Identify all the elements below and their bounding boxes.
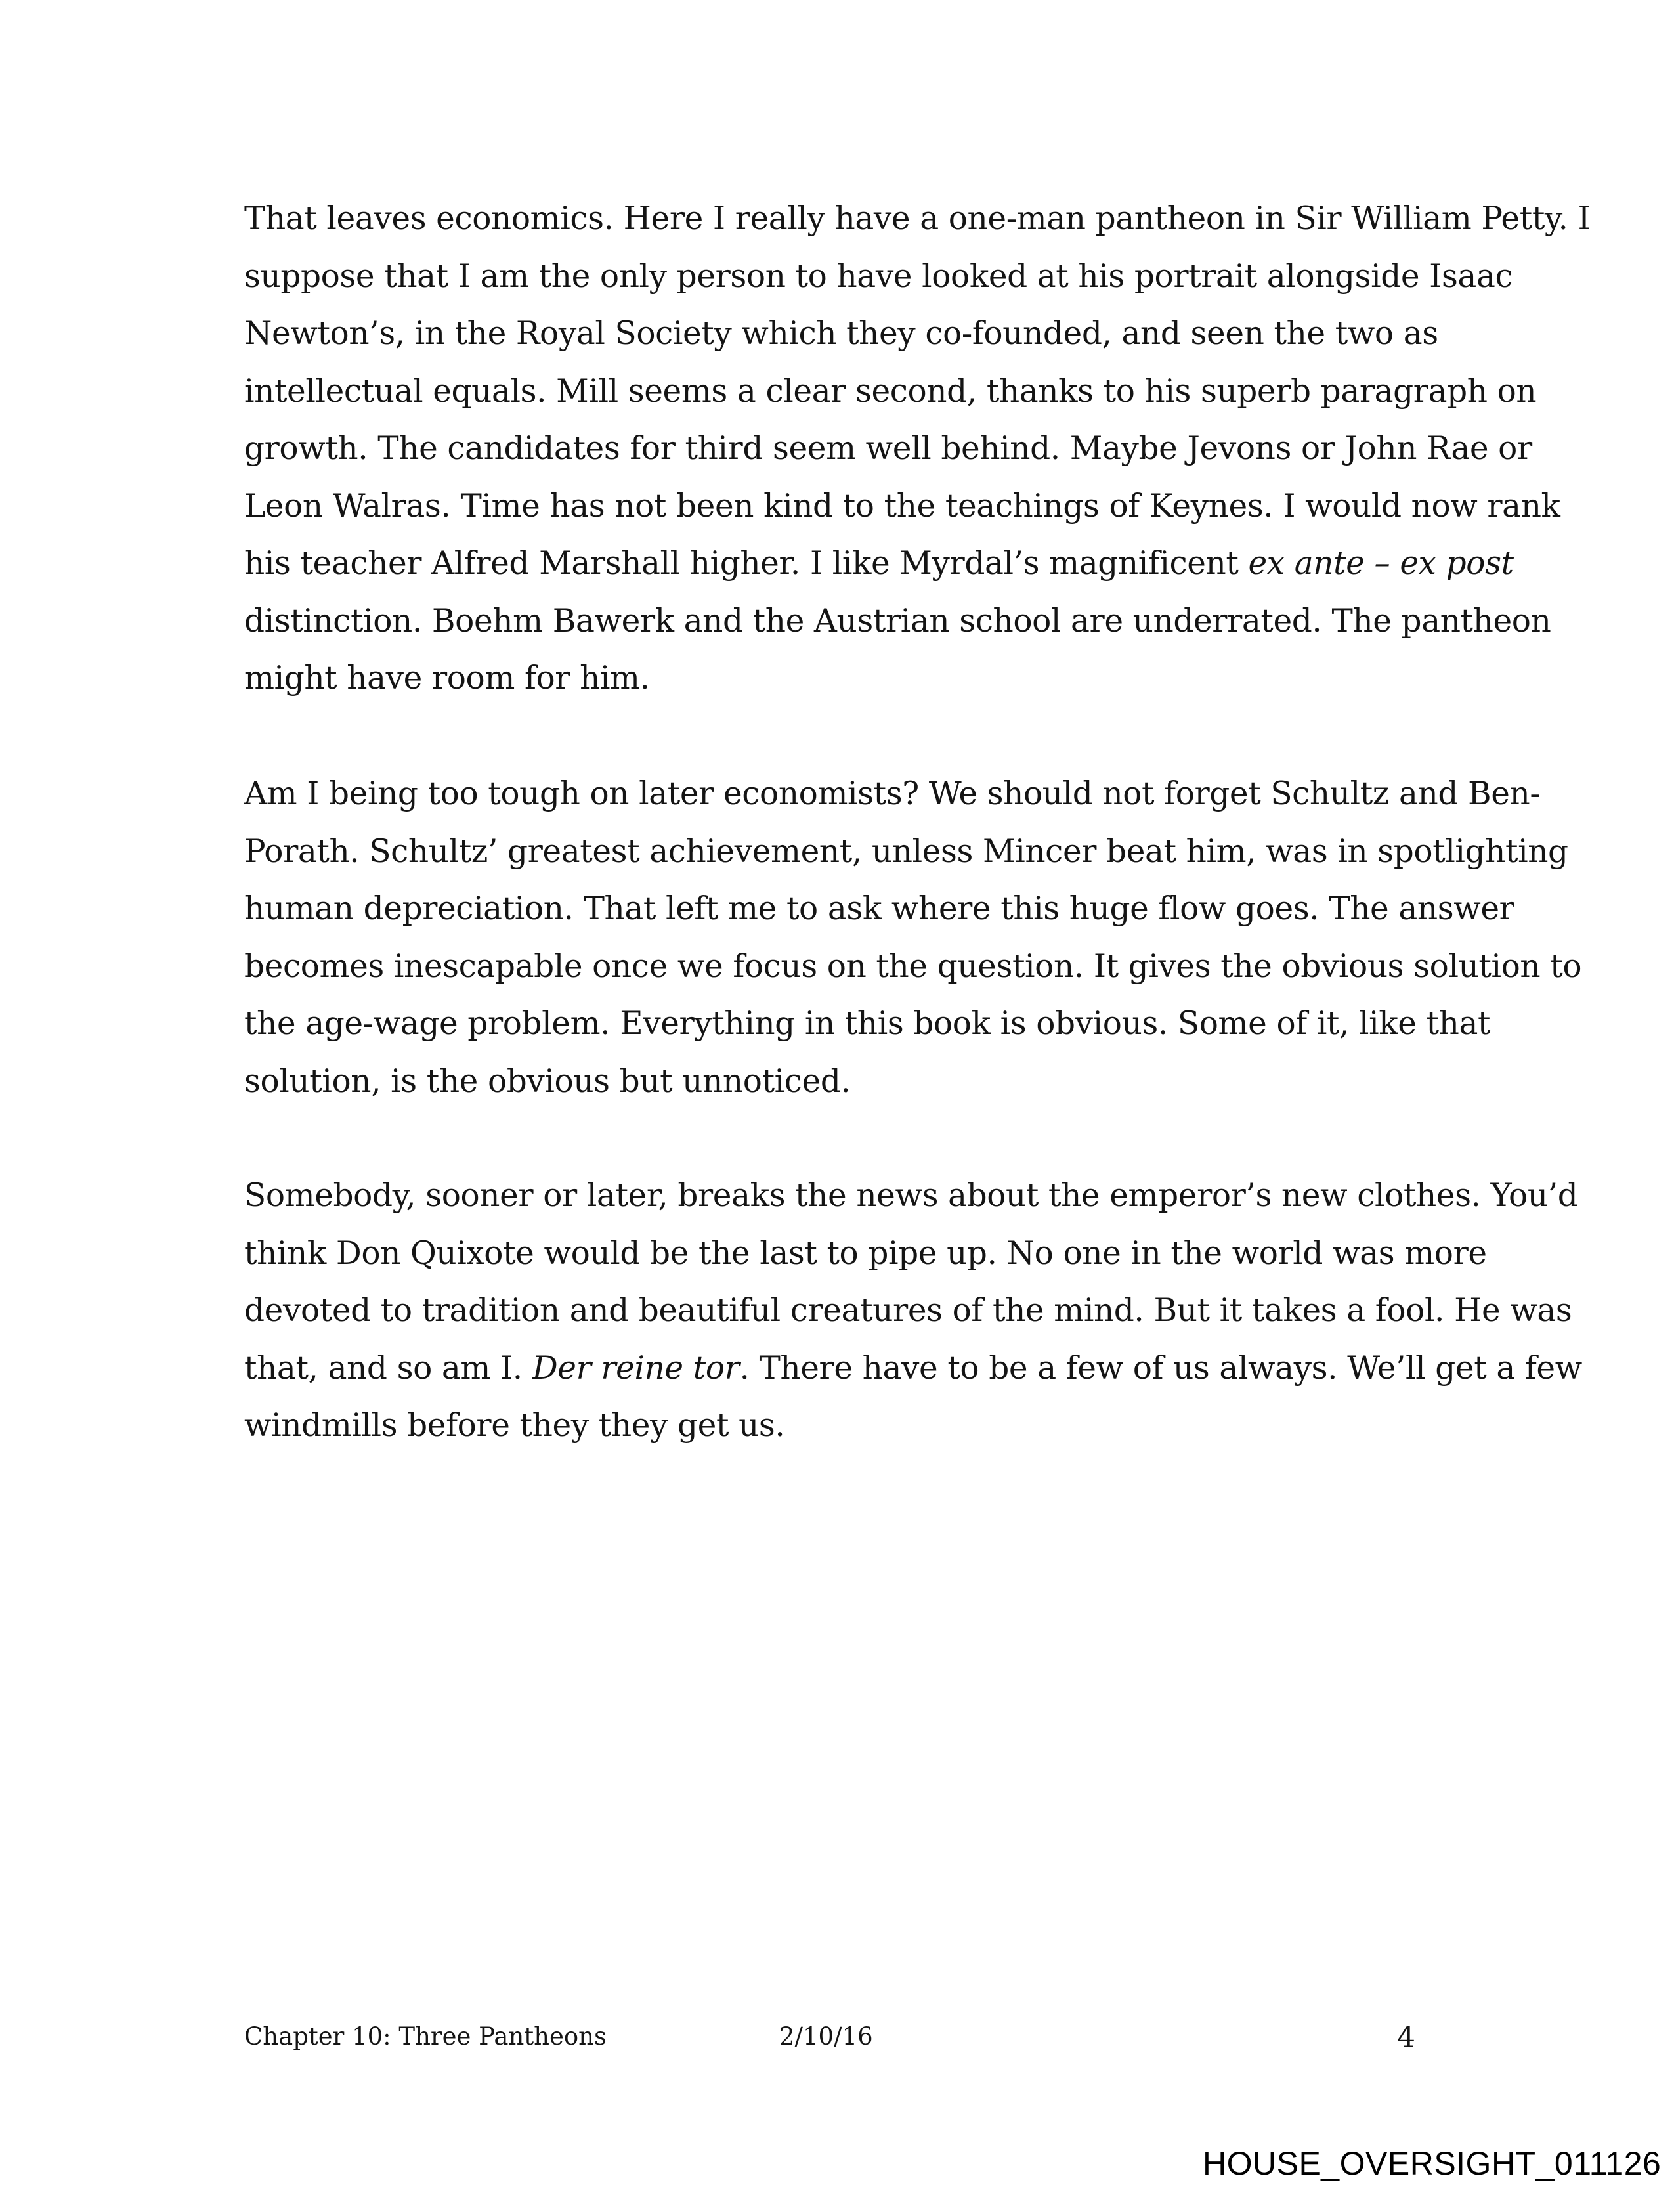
italic-phrase: ex ante – ex post: [1248, 545, 1514, 582]
bates-stamp: HOUSE_OVERSIGHT_011126: [1203, 2145, 1662, 2182]
text-line: Somebody, sooner or later, breaks the news about the emperor’s new clothes. You’d: [244, 1177, 1578, 1214]
text-line-with-italic: [244, 535, 1514, 593]
page-number: 4: [1397, 2021, 1415, 2054]
text-line: the age-wage problem. Everything in this book is obvious. Some of it, like that: [244, 1005, 1491, 1042]
text-segment: his teacher Alfred Marshall higher. I like Myrdal’s magnificent: [244, 545, 1249, 582]
text-segment: that, and so am I.: [244, 1349, 532, 1387]
text-line: distinction. Boehm Bawerk and the Austrian school are underrated. The pantheon: [244, 602, 1551, 640]
text-line: Porath. Schultz’ greatest achievement, unless Mincer beat him, was in spotlighting: [244, 833, 1568, 870]
text-line: growth. The candidates for third seem well behind. Maybe Jevons or John Rae or: [244, 430, 1532, 467]
text-segment: . There have to be a few of us always. We’ll get a few: [739, 1349, 1582, 1387]
paragraph-don-quixote: [244, 1167, 1582, 1455]
text-line: Newton’s, in the Royal Society which they co-founded, and seen the two as: [244, 315, 1438, 352]
footer-chapter-title: Chapter 10: Three Pantheons: [244, 2022, 607, 2050]
text-line: intellectual equals. Mill seems a clear second, thanks to his superb paragraph on: [244, 372, 1537, 410]
paragraph-later-economists: [244, 766, 1582, 1110]
text-line: Leon Walras. Time has not been kind to the teachings of Keynes. I would now rank: [244, 487, 1560, 525]
italic-phrase: Der reine tor: [532, 1349, 740, 1387]
text-line: becomes inescapable once we focus on the question. It gives the obvious solution to: [244, 947, 1582, 985]
text-line: suppose that I am the only person to have looked at his portrait alongside Isaac: [244, 257, 1513, 295]
text-line-with-italic: [244, 1340, 1582, 1398]
text-line: Am I being too tough on later economists? We should not forget Schultz and Ben-: [244, 775, 1541, 812]
text-line: windmills before they they get us.: [244, 1407, 785, 1444]
text-line: human depreciation. That left me to ask where this huge flow goes. The answer: [244, 890, 1514, 927]
paragraph-economics: [244, 190, 1591, 708]
text-line: solution, is the obvious but unnoticed.: [244, 1062, 851, 1100]
text-line: might have room for him.: [244, 660, 650, 697]
text-line: devoted to tradition and beautiful creatures of the mind. But it takes a fool. He was: [244, 1292, 1572, 1329]
text-line: That leaves economics. Here I really have a one-man pantheon in Sir William Petty. I: [244, 200, 1591, 237]
footer-date: 2/10/16: [779, 2022, 873, 2050]
text-line: think Don Quixote would be the last to pipe up. No one in the world was more: [244, 1234, 1487, 1272]
